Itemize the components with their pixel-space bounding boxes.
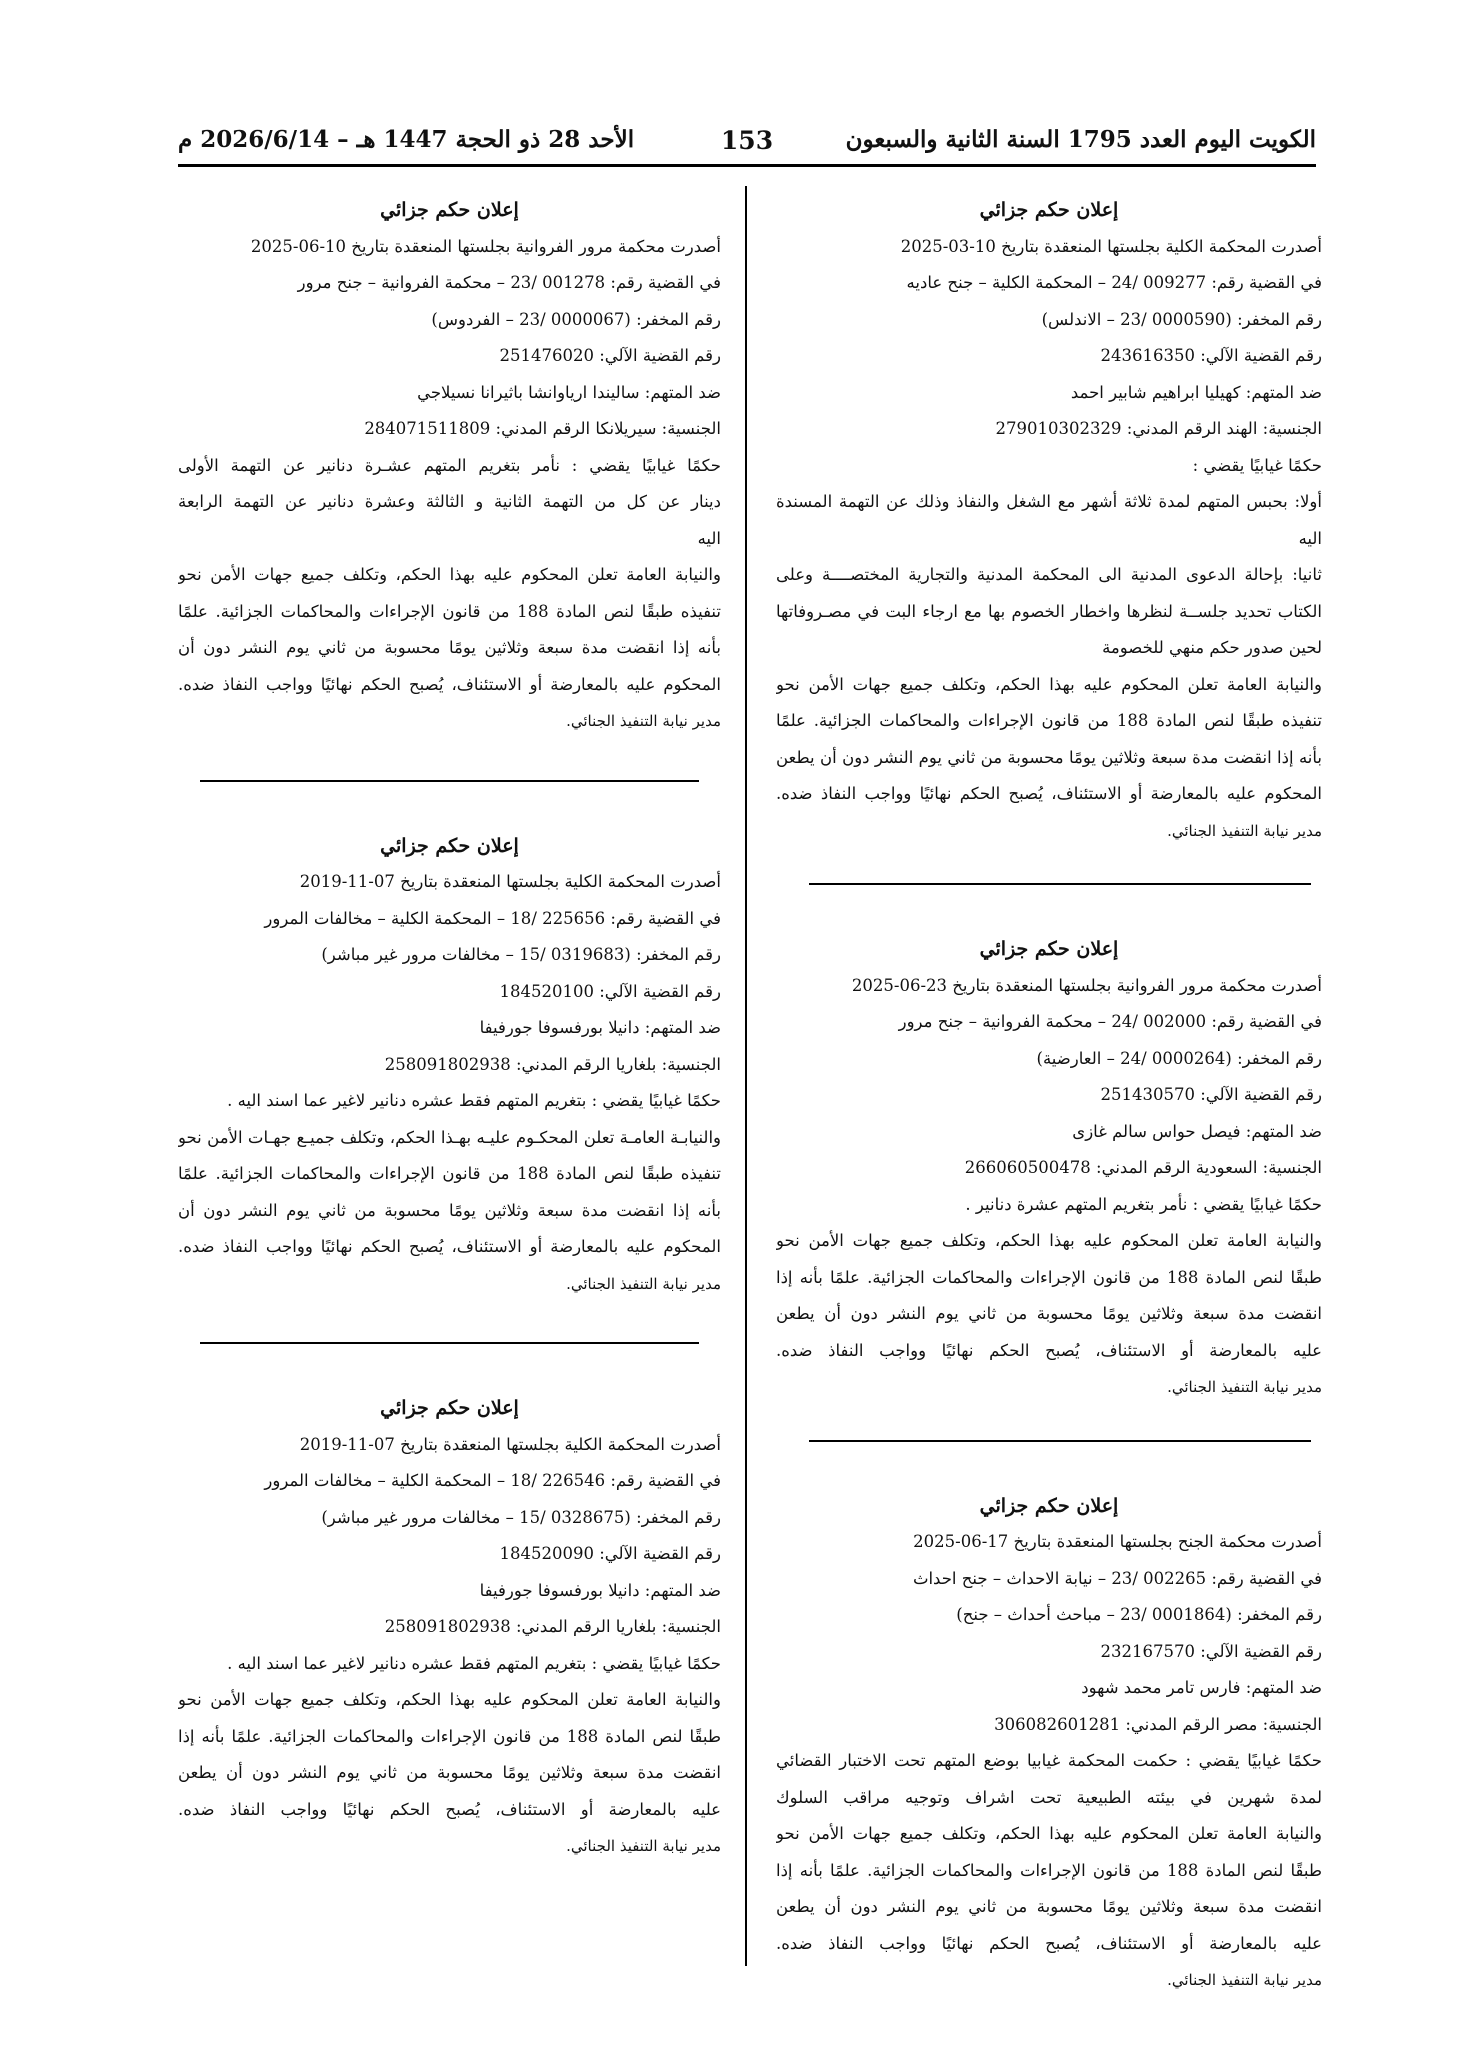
notice-body-line: والنيابة العامة تعلن المحكوم عليه بهذا الحكم، وتكلف جميع جهات الأمن نحو bbox=[178, 565, 721, 584]
notice-signature: مدير نيابة التنفيذ الجنائي. bbox=[566, 1274, 721, 1293]
notice-field-line: رقم القضية الآلي: 232167570 bbox=[1100, 1641, 1322, 1661]
judgment-notice bbox=[178, 826, 721, 1303]
notice-body-line: المحكوم عليه بالمعارضة أو الاستئناف، يُصبح الحكم نهائيًا وواجب النفاذ ضده. bbox=[776, 784, 1322, 803]
notice-title: إعلان حكم جزائي bbox=[979, 1494, 1119, 1517]
notice-body-line: طبقًا لنص المادة 188 من قانون الإجراءات والمحاكمات الجزائية. علمًا بأنه إذا bbox=[776, 1860, 1322, 1880]
notice-field-line: حكمًا غيابيًا يقضي : bbox=[1192, 455, 1322, 475]
notice-separator bbox=[809, 1440, 1311, 1442]
page-header bbox=[178, 126, 1316, 160]
notice-body-line: اليه bbox=[697, 528, 721, 548]
notice-title: إعلان حكم جزائي bbox=[979, 199, 1119, 221]
column-divider bbox=[745, 186, 747, 1966]
notice-body-line: انقضت مدة سبعة وثلاثين يومًا محسوبة من ثاني يوم النشر دون أن يطعن bbox=[776, 1304, 1322, 1323]
notice-field-line: رقم المخفر: (0000590 /23 – الاندلس) bbox=[1041, 309, 1322, 329]
notice-field-line: حكمًا غيابيًا يقضي : نأمر بتغريم المتهم عشرة دنانير . bbox=[965, 1194, 1322, 1214]
notice-field-line: ضد المتهم: فارس تامر محمد شهود bbox=[1081, 1678, 1322, 1697]
notice-field-line: الجنسية: الهند الرقم المدني: 279010302329 bbox=[995, 419, 1322, 438]
notice-field-line: أصدرت محكمة الجنح بجلستها المنعقدة بتاريخ 17-06-2025 bbox=[913, 1532, 1322, 1551]
notice-body-line: والنيابة العامة تعلن المحكوم عليه بهذا الحكم، وتكلف جميع جهات الأمن نحو bbox=[776, 1231, 1322, 1250]
notice-body-line: انقضت مدة سبعة وثلاثين يومًا محسوبة من ثاني يوم النشر دون أن يطعن bbox=[776, 1897, 1322, 1916]
notice-body-line: تنفيذه طبقًا لنص المادة 188 من قانون الإجراءات والمحاكمات الجزائية. علمًا bbox=[776, 711, 1322, 730]
notice-body-line: عليه بالمعارضة أو الاستئناف، يُصبح الحكم نهائيًا وواجب النفاذ ضده. bbox=[178, 1799, 721, 1819]
left-column bbox=[178, 190, 721, 1865]
right-column bbox=[776, 190, 1322, 1999]
notice-body-line: والنيابة العامة تعلن المحكوم عليه بهذا الحكم، وتكلف جميع جهات الأمن نحو bbox=[178, 1690, 721, 1709]
judgment-notice bbox=[776, 1486, 1322, 1999]
notice-field-line: حكمًا غيابيًا يقضي : بتغريم المتهم فقط عشره دنانير لاغير عما اسند اليه . bbox=[227, 1653, 721, 1673]
notice-title: إعلان حكم جزائي bbox=[380, 834, 519, 857]
notice-separator bbox=[809, 883, 1311, 885]
notice-field-line: رقم المخفر: (0319683 /15 – مخالفات مرور غير مباشر) bbox=[321, 945, 721, 964]
notice-field-line: رقم المخفر: (0000264 /24 – العارضية) bbox=[1036, 1048, 1322, 1068]
notice-field-line: الجنسية: سيريلانكا الرقم المدني: 284071511809 bbox=[364, 419, 721, 438]
notice-title: إعلان حكم جزائي bbox=[380, 199, 519, 221]
notice-field-line: في القضية رقم: 225656 /18 – المحكمة الكلية – مخالفات المرور bbox=[264, 908, 721, 928]
notice-field-line: أصدرت المحكمة الكلية بجلستها المنعقدة بتاريخ 07-11-2019 bbox=[299, 872, 721, 891]
notice-body-line: عليه بالمعارضة أو الاستئناف، يُصبح الحكم نهائيًا وواجب النفاذ ضده. bbox=[776, 1933, 1322, 1953]
notice-field-line: أصدرت المحكمة الكلية بجلستها المنعقدة بتاريخ 10-03-2025 bbox=[900, 236, 1322, 256]
notice-field-line: حكمًا غيابيًا يقضي : بتغريم المتهم فقط عشره دنانير لاغير عما اسند اليه . bbox=[227, 1091, 721, 1110]
notice-field-line: الجنسية: السعودية الرقم المدني: 266060500478 bbox=[964, 1158, 1322, 1177]
notice-body-line: والنيابة العامة تعلن المحكوم عليه بهذا الحكم، وتكلف جميع جهات الأمن نحو bbox=[776, 1824, 1322, 1843]
notice-field-line: رقم المخفر: (0001864 /23 – مباحث أحداث – جنح) bbox=[956, 1605, 1322, 1624]
notice-field-line: الجنسية: بلغاريا الرقم المدني: 258091802938 bbox=[384, 1054, 721, 1074]
notice-body-line: طبقًا لنص المادة 188 من قانون الإجراءات والمحاكمات الجزائية. علمًا بأنه إذا bbox=[776, 1267, 1322, 1287]
notice-signature: مدير نيابة التنفيذ الجنائي. bbox=[1167, 821, 1322, 840]
notice-field-line: رقم القضية الآلي: 184520100 bbox=[499, 981, 721, 1001]
notice-field-line: رقم القضية الآلي: 251430570 bbox=[1100, 1085, 1322, 1104]
notice-body-line: تنفيذه طبقًا لنص المادة 188 من قانون الإجراءات والمحاكمات الجزائية. علمًا bbox=[178, 601, 721, 621]
notice-signature: مدير نيابة التنفيذ الجنائي. bbox=[1167, 1971, 1322, 1989]
notice-body-line: حكمًا غيابيًا يقضي : نأمر بتغريم المتهم عشـرة دنانير عن التهمة الأولى bbox=[178, 455, 721, 475]
notice-signature: مدير نيابة التنفيذ الجنائي. bbox=[566, 712, 721, 730]
notice-field-line: رقم القضية الآلي: 251476020 bbox=[499, 346, 721, 365]
notice-field-line: أصدرت المحكمة الكلية بجلستها المنعقدة بتاريخ 07-11-2019 bbox=[299, 1434, 721, 1454]
notice-body-line: الكتاب تحديد جلســة لنظرها واخطار الخصوم بها مع ارجاء البت في مصـروفاتها bbox=[776, 601, 1322, 621]
notice-body-line: لمدة شهرين في بيئته الطبيعية تحت اشراف وتوجيه مراقب السلوك bbox=[776, 1787, 1322, 1807]
page-number: 153 bbox=[720, 126, 774, 155]
judgment-notice bbox=[178, 1388, 721, 1865]
notice-field-line: رقم القضية الآلي: 184520090 bbox=[499, 1544, 721, 1563]
notice-title: إعلان حكم جزائي bbox=[979, 938, 1119, 960]
notice-signature: مدير نيابة التنفيذ الجنائي. bbox=[566, 1837, 721, 1855]
notice-field-line: في القضية رقم: 002000 /24 – محكمة الفروانية – جنح مرور bbox=[898, 1012, 1322, 1031]
notice-title: إعلان حكم جزائي bbox=[380, 1397, 519, 1419]
notice-separator bbox=[200, 1342, 700, 1344]
notice-field-line: ضد المتهم: ساليندا ارياوانشا باثيرانا نسيلاجي bbox=[417, 382, 721, 402]
notice-body-line: طبقًا لنص المادة 188 من قانون الإجراءات والمحاكمات الجزائية. علمًا بأنه إذا bbox=[178, 1726, 721, 1746]
notice-field-line: في القضية رقم: 009277 /24 – المحكمة الكلية – جنح عاديه bbox=[906, 273, 1322, 292]
notice-field-line: الجنسية: مصر الرقم المدني: 306082601281 bbox=[994, 1714, 1322, 1734]
notice-body-line: المحكوم عليه بالمعارضة أو الاستئناف، يُصبح الحكم نهائيًا وواجب النفاذ ضده. bbox=[178, 1237, 721, 1256]
notice-body-line: عليه بالمعارضة أو الاستئناف، يُصبح الحكم نهائيًا وواجب النفاذ ضده. bbox=[776, 1340, 1322, 1360]
notice-field-line: ضد المتهم: فيصل حواس سالم غازى bbox=[1072, 1121, 1322, 1141]
judgment-notice bbox=[178, 190, 721, 740]
notice-field-line: في القضية رقم: 001278 /23 – محكمة الفروانية – جنح مرور bbox=[297, 273, 721, 292]
notice-field-line: ضد المتهم: كهيليا ابراهيم شابير احمد bbox=[1070, 382, 1322, 402]
notice-body-line: بأنه إذا انقضت مدة سبعة وثلاثين يومًا محسوبة من ثاني يوم النشر دون أن bbox=[178, 638, 721, 657]
notice-field-line: الجنسية: بلغاريا الرقم المدني: 258091802938 bbox=[384, 1617, 721, 1636]
notice-field-line: في القضية رقم: 226546 /18 – المحكمة الكلية – مخالفات المرور bbox=[264, 1471, 721, 1490]
notice-field-line: رقم القضية الآلي: 243616350 bbox=[1100, 346, 1322, 365]
notice-body-line: انقضت مدة سبعة وثلاثين يومًا محسوبة من ثاني يوم النشر دون أن يطعن bbox=[178, 1763, 721, 1782]
notice-body-line: بأنه إذا انقضت مدة سبعة وثلاثين يومًا محسوبة من ثاني يوم النشر دون أن bbox=[178, 1200, 721, 1220]
notice-field-line: ضد المتهم: دانيلا بورفسوفا جورفيفا bbox=[479, 1580, 721, 1600]
notice-body-line: ثانيا: بإحالة الدعوى المدنية الى المحكمة المدنية والتجارية المختصــــة وعلى bbox=[776, 565, 1322, 584]
issue-date: الأحد 28 ذو الحجة 1447 هـ – 2026/6/14 م bbox=[178, 126, 635, 153]
notice-signature: مدير نيابة التنفيذ الجنائي. bbox=[1167, 1378, 1322, 1396]
notice-body-line: المحكوم عليه بالمعارضة أو الاستئناف، يُصبح الحكم نهائيًا وواجب النفاذ ضده. bbox=[178, 674, 721, 694]
notice-field-line: في القضية رقم: 002265 /23 – نيابة الاحداث – جنح احداث bbox=[912, 1568, 1322, 1588]
notice-body-line: حكمًا غيابيًا يقضي : حكمت المحكمة غيابيا بوضع المتهم تحت الاختبار القضائي bbox=[776, 1751, 1322, 1770]
issue-info: الكويت اليوم العدد 1795 السنة الثانية والسبعون bbox=[845, 126, 1316, 153]
notice-separator bbox=[200, 780, 700, 782]
notice-field-line: رقم المخفر: (0000067 /23 – الفردوس) bbox=[431, 309, 721, 329]
judgment-notice bbox=[776, 190, 1322, 849]
notice-field-line: رقم المخفر: (0328675 /15 – مخالفات مرور غير مباشر) bbox=[321, 1507, 721, 1527]
notice-body-line: لحين صدور حكم منهي للخصومة bbox=[1102, 638, 1322, 657]
notice-field-line: أصدرت محكمة مرور الفروانية بجلستها المنعقدة بتاريخ 23-06-2025 bbox=[851, 975, 1322, 995]
notice-body-line: بأنه إذا انقضت مدة سبعة وثلاثين يومًا محسوبة من ثاني يوم النشر دون أن يطعن bbox=[776, 747, 1322, 767]
notice-body-line: تنفيذه طبقًا لنص المادة 188 من قانون الإجراءات والمحاكمات الجزائية. علمًا bbox=[178, 1164, 721, 1183]
notice-field-line: ضد المتهم: دانيلا بورفسوفا جورفيفا bbox=[479, 1018, 721, 1037]
header-rule bbox=[178, 164, 1316, 167]
notice-field-line: أصدرت محكمة مرور الفروانية بجلستها المنعقدة بتاريخ 10-06-2025 bbox=[250, 236, 721, 256]
notice-body-line: اليه bbox=[1298, 528, 1322, 548]
judgment-notice bbox=[776, 929, 1322, 1406]
notice-body-line: والنيابـة العامـة تعلن المحكـوم عليـه بهـذا الحكم، وتكلف جميـع جهـات الأمن نحو bbox=[178, 1127, 721, 1147]
notice-body-line: والنيابة العامة تعلن المحكوم عليه بهذا الحكم، وتكلف جميع جهات الأمن نحو bbox=[776, 674, 1322, 694]
notice-body-line: أولا: بحبس المتهم لمدة ثلاثة أشهر مع الشغل والنفاذ وذلك عن التهمة المسندة bbox=[776, 492, 1322, 511]
notice-body-line: دينار عن كل من التهمة الثانية و الثالثة وعشرة دنانير عن التهمة الرابعة bbox=[178, 492, 721, 511]
